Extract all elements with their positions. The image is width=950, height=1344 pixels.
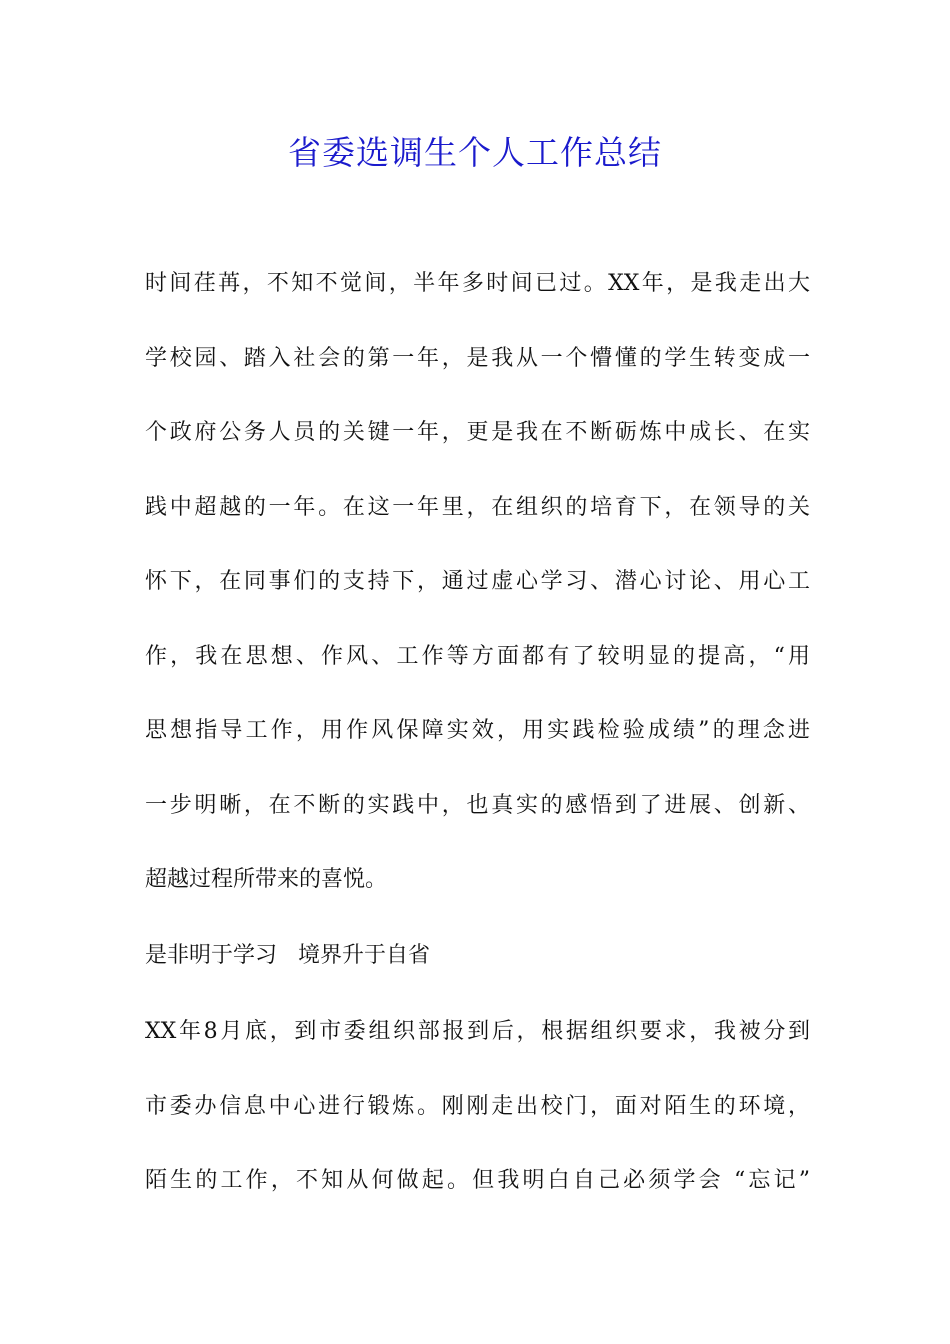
- paragraph-line: 践中超越的一年。在这一年里，在组织的培育下，在领导的关: [145, 494, 810, 520]
- paragraph-line: 个政府公务人员的关键一年，更是我在不断砺炼中成长、在实: [145, 420, 810, 445]
- paragraph-line: 一步明晰，在不断的实践中，也真实的感悟到了进展、创新、: [145, 792, 810, 818]
- paragraph-line: 超越过程所带来的喜悦。: [145, 867, 388, 892]
- section-heading: 是非明于学习 境界升于自省: [145, 943, 430, 968]
- document-title: 省委选调生个人工作总结: [288, 133, 662, 172]
- paragraph-line: 学校园、踏入社会的第一年，是我从一个懵懂的学生转变成一: [145, 345, 810, 371]
- paragraph-line: 市委办信息中心进行锻炼。刚刚走出校门，面对陌生的环境，: [145, 1093, 810, 1119]
- paragraph-line: XX年8月底，到市委组织部报到后，根据组织要求，我被分到: [145, 1019, 810, 1044]
- paragraph-line: 陌生的工作，不知从何做起。但我明白自己必须学会 “忘记”: [145, 1168, 810, 1193]
- paragraph-line: 思想指导工作，用作风保障实效，用实践检验成绩”的理念进: [145, 718, 810, 743]
- paragraph-line: 作，我在思想、作风、工作等方面都有了较明显的提高，“用: [145, 643, 810, 669]
- paragraph-line: 怀下，在同事们的支持下，通过虚心学习、潜心讨论、用心工: [145, 569, 810, 594]
- paragraph-intro: [145, 262, 810, 933]
- paragraph-assignment: [145, 1010, 810, 1234]
- paragraph-line: 时间荏苒，不知不觉间，半年多时间已过。XX年，是我走出大: [145, 271, 810, 296]
